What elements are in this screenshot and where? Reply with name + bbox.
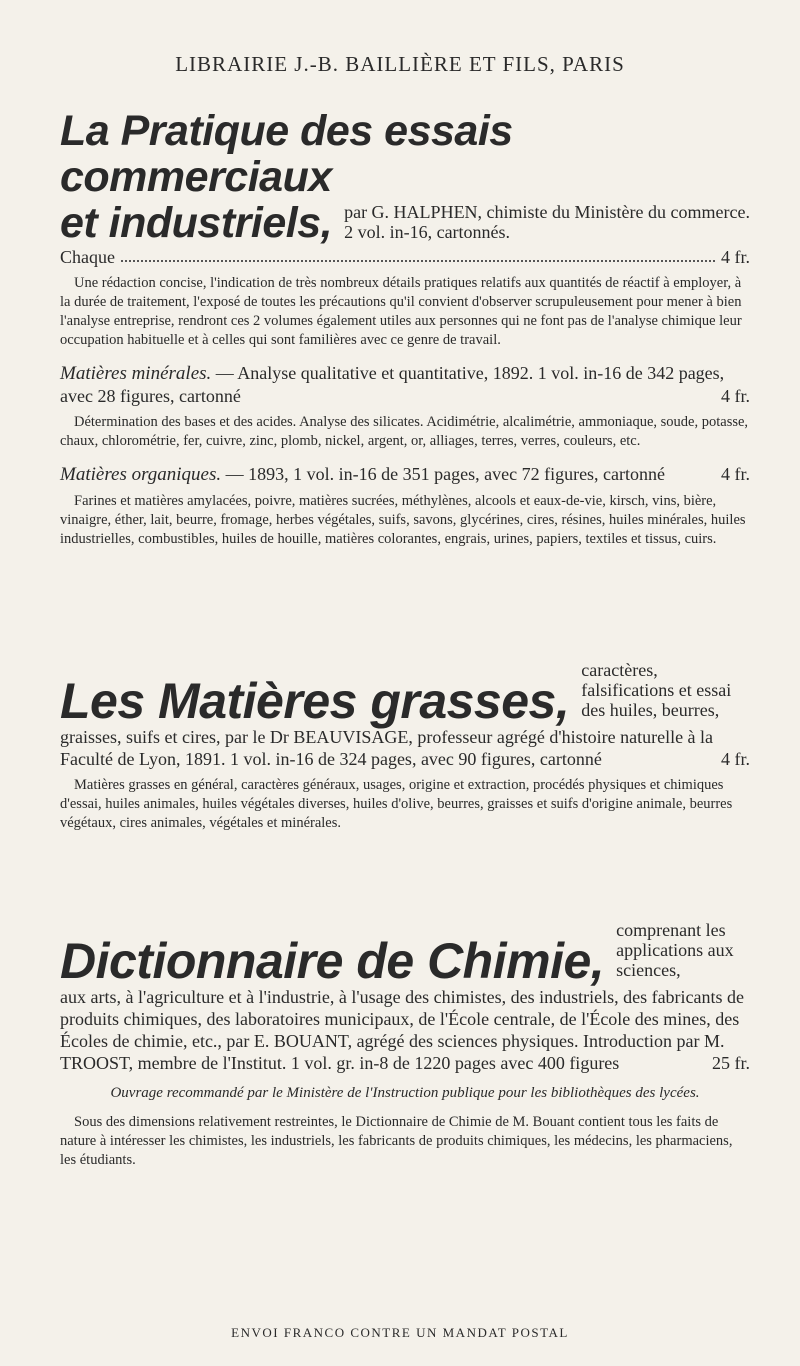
- book-beauvisage: [60, 660, 750, 833]
- volume-description: Détermination des bases et des acides. Analyse des silicates. Acidimétrie, alcalimétrie, ammoniaque, soude, potasse, chaux, chlorométrie, fer, cuivre, zinc, plomb, nickel, argent, or, alliages, terres, verres, couleurs, etc.: [60, 414, 749, 449]
- book-text: graisses, suifs et cires, par le Dr BEAUVISAGE, professeur agrégé d'histoire naturelle à la Faculté de Lyon, 1891. 1 vol. in-16 de 324 pages, avec 90 figures, cartonné: [60, 727, 714, 769]
- book-author: par G. HALPHEN, chimiste du Ministère du commerce. 2 vol. in-16, cartonnés.: [344, 202, 750, 242]
- volume-price: 4 fr.: [721, 386, 750, 406]
- each-label: Chaque: [60, 247, 115, 267]
- volume-title: Matières organiques.: [60, 464, 222, 485]
- book-description: Une rédaction concise, l'indication de très nombreux détails pratiques relatifs aux quantités de réactif à employer, à la durée de traitement, l'exposé de toutes les précautions qu'il convient d'observer scrupuleusement pour mener à bien l'analyse entreprise, rendront ces 2 volumes également utiles aux personnes qui ne font pas de l'analyse chimique leur occupation habituelle et à celles qui sont familières avec ce genre de travail.: [60, 275, 742, 348]
- recommendation-note: Ouvrage recommandé par le Ministère de l'Instruction publique pour les bibliothèques des lycées.: [110, 1085, 700, 1101]
- book-price: 4 fr.: [721, 749, 750, 769]
- book-subtitle: caractères, falsifications et essai des huiles, beurres,: [581, 660, 732, 720]
- volume-text: — 1893, 1 vol. in-16 de 351 pages, avec 72 figures, cartonné: [225, 464, 666, 484]
- book-price: 25 fr.: [712, 1053, 750, 1073]
- book-halphen: [60, 108, 750, 549]
- book-title: Les Matières grasses,: [60, 673, 570, 729]
- volume-description: Farines et matières amylacées, poivre, matières sucrées, méthylènes, alcools et eaux-de-vie, kirsch, vins, bière, vinaigre, éther, lait, beurre, fromage, herbes végétales, suifs, savons, glycérines, cires, résines, huiles minérales, huiles industrielles, combustibles, huiles de houille, matières colorantes, engrais, urines, papiers, textiles et tissus, cuirs.: [60, 493, 746, 547]
- book-title-line2: et industriels,: [60, 199, 333, 247]
- shipping-note: ENVOI FRANCO CONTRE UN MANDAT POSTAL: [231, 1325, 569, 1340]
- book-price: 4 fr.: [721, 247, 750, 267]
- book-subtitle: comprenant les applications aux sciences,: [616, 920, 734, 980]
- book-title-line1: La Pratique des essais commerciaux: [60, 107, 513, 201]
- volume-text: — Analyse qualitative et quantitative, 1892. 1 vol. in-16 de 342 pages, avec 28 figures, cartonné: [60, 363, 725, 406]
- book-description: Matières grasses en général, caractères généraux, usages, origine et extraction, procédés physiques et chimiques d'essai, huiles animales, huiles végétales diverses, huiles d'olive, beurres, graisses et suifs d'origine animale, beurres végétaux, cires animales, végétales et minérales.: [60, 777, 733, 831]
- book-text: aux arts, à l'agriculture et à l'industrie, à l'usage des chimistes, des industriels, des fabricants de produits chimiques, des laboratoires municipaux, de l'École centrale, de l'École des mines, des Écoles de chimie, etc., par E. BOUANT, agrégé des sciences physiques. Introduction par M. TROOST, membre de l'Institut. 1 vol. gr. in-8 de 1220 pages avec 400 figures: [60, 987, 745, 1073]
- volume-title: Matières minérales.: [60, 363, 212, 384]
- book-description: Sous des dimensions relativement restreintes, le Dictionnaire de Chimie de M. Bouant contient tous les faits de nature à intéresser les chimistes, les industriels, les fabricants de produits chimiques, les médecins, les pharmaciens, les étudiants.: [60, 1114, 733, 1168]
- book-bouant: [60, 920, 750, 1170]
- publisher-header: LIBRAIRIE J.-B. BAILLIÈRE ET FILS, PARIS: [175, 52, 625, 76]
- volume-price: 4 fr.: [721, 464, 750, 484]
- book-title: Dictionnaire de Chimie,: [60, 933, 605, 989]
